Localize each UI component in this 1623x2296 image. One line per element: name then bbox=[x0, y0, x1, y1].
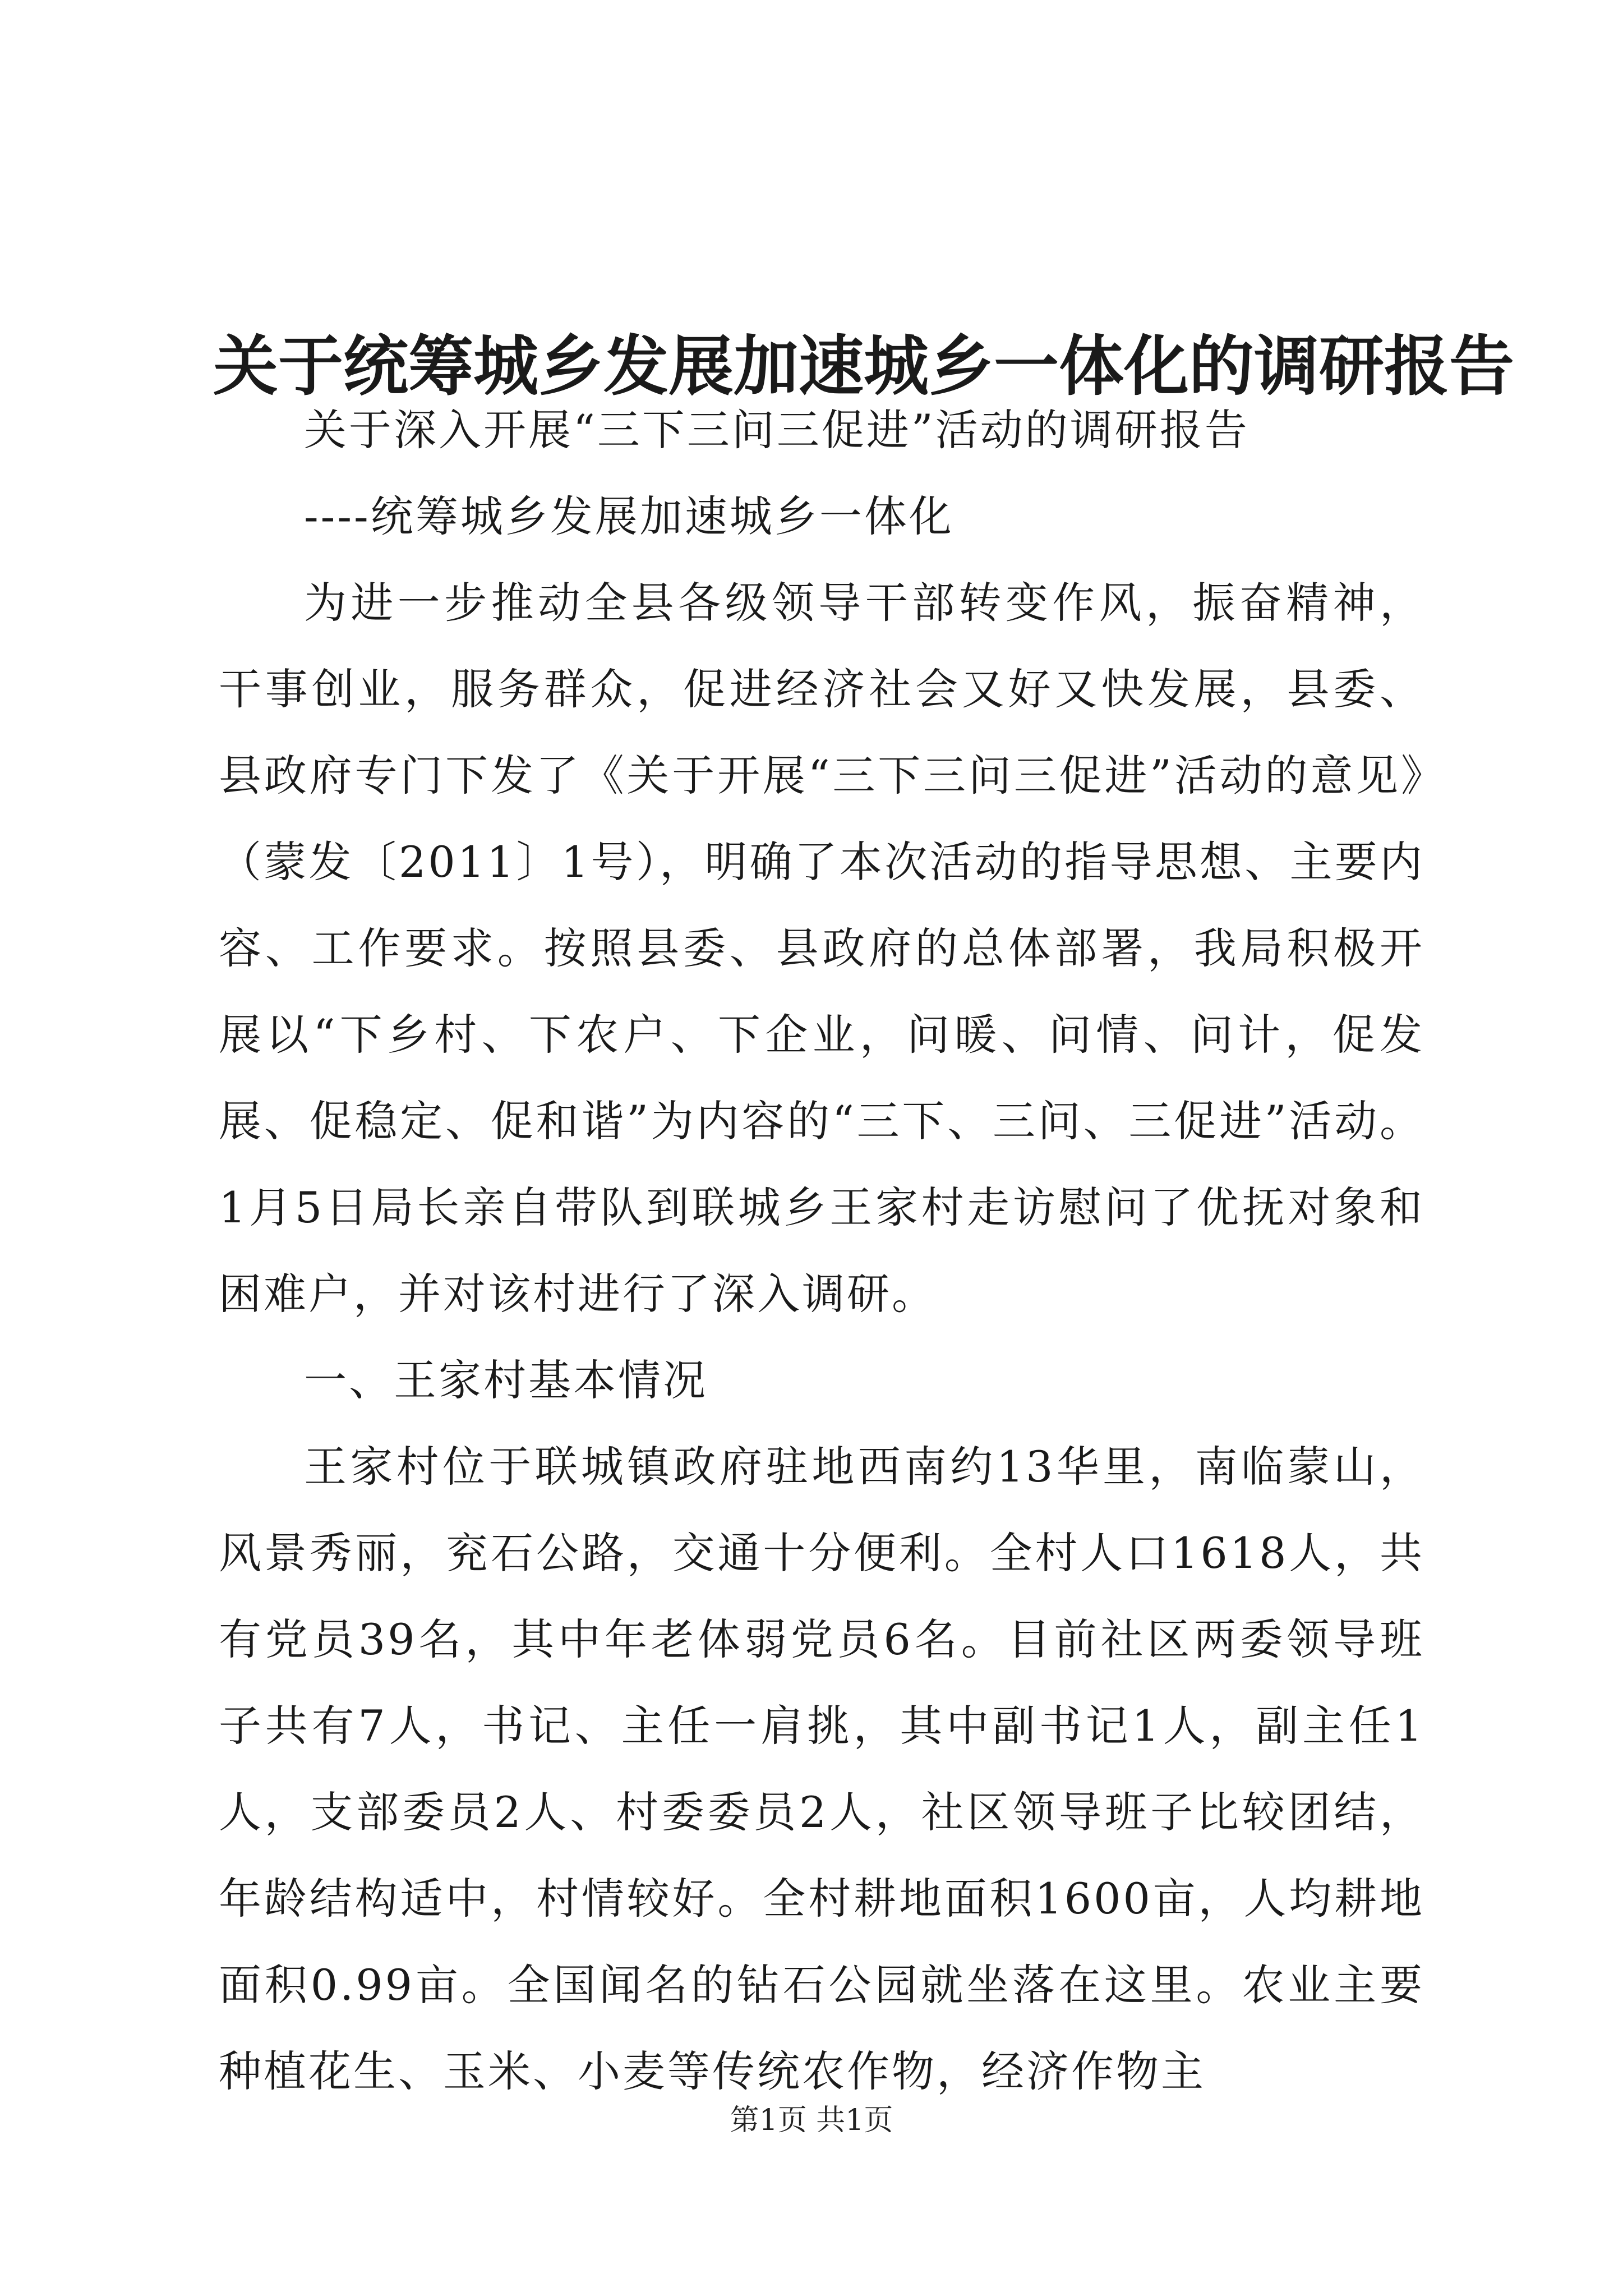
document-body bbox=[219, 387, 1424, 2115]
subtitle-paragraph: 关于深入开展“三下三问三促进”活动的调研报告 bbox=[304, 405, 1249, 455]
intro-paragraph: 为进一步推动全县各级领导干部转变作风，振奋精神，干事创业，服务群众，促进经济社会又好又快发展，县委、县政府专门下发了《关于开展“三下三问三促进”活动的意见》（蒙发〔2011〕1号），明确了本次活动的指导思想、主要内容、工作要求。按照县委、县政府的总体部署，我局积极开展以“下乡村、下农户、下企业，问暖、问情、问计，促发展、促稳定、促和谐”为内容的“三下、三问、三促进”活动。1月5日局长亲自带队到联城乡王家村走访慰问了优抚对象和困难户，并对该村进行了深入调研。 bbox=[219, 578, 1424, 1319]
village-info-paragraph: 王家村位于联城镇政府驻地西南约13华里，南临蒙山，风景秀丽，兖石公路，交通十分便利。全村人口1618人，共有党员39名，其中年老体弱党员6名。目前社区两委领导班子共有7人，书记、主任一肩挑，其中副书记1人，副主任1人，支部委员2人、村委委员2人，社区领导班子比较团结，年龄结构适中，村情较好。全村耕地面积1600亩，人均耕地面积0.99亩。全国闻名的钻石公园就坐落在这里。农业主要种植花生、玉米、小麦等传统农作物，经济作物主 bbox=[219, 1442, 1424, 2096]
section-heading: 一、王家村基本情况 bbox=[304, 1355, 708, 1405]
page-footer: 第1页 共1页 bbox=[730, 2104, 893, 2137]
subtitle-dash-paragraph: ----统筹城乡发展加速城乡一体化 bbox=[304, 491, 954, 541]
document-title: 关于统筹城乡发展加速城乡一体化的调研报告 bbox=[213, 328, 1514, 404]
